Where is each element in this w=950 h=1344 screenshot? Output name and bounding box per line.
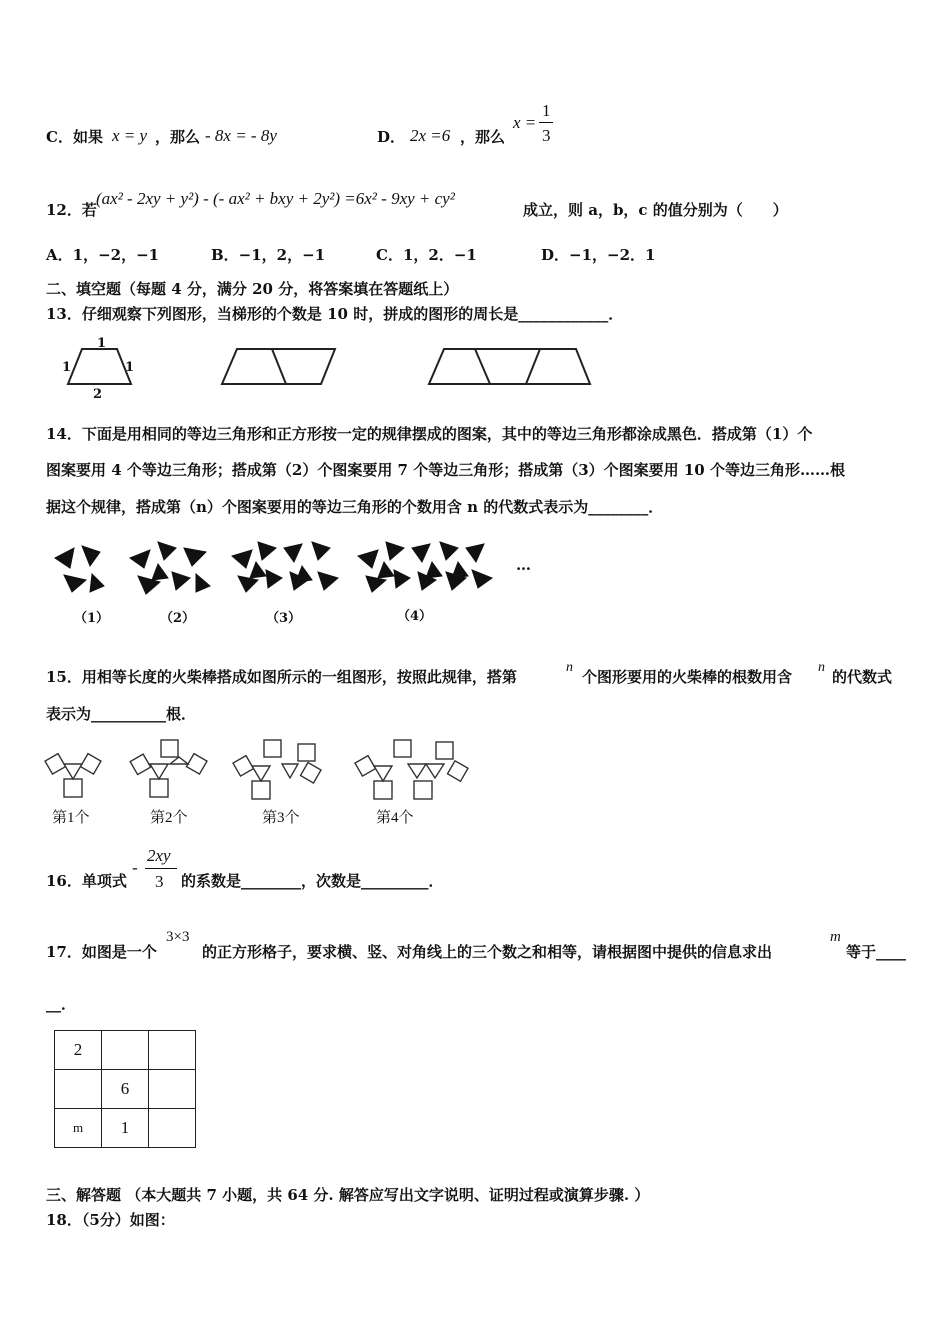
q13-label-top: 1 <box>97 336 107 351</box>
q11-option-d-math2: x = <box>513 113 537 132</box>
q15-line1-b: 个图形要用的火柴棒的根数用含 <box>582 668 793 686</box>
q16-prefix: 16．单项式 <box>46 872 127 890</box>
q13-label-bottom: 2 <box>93 387 103 402</box>
q11-option-c-math1: x = y <box>112 126 148 145</box>
grid-cell: 1 <box>102 1109 149 1148</box>
q17-size: 3×3 <box>166 929 190 945</box>
q14-line2: 图案要用 4 个等边三角形；搭成第（2）个图案要用 7 个等边三角形；搭成第（3）个图案要用 10 个等边三角形……根 <box>46 461 845 479</box>
grid-cell <box>149 1070 196 1109</box>
q17-line2: __． <box>46 995 77 1013</box>
q15-var-n-1: n <box>566 660 573 675</box>
q11-option-d-numerator: 1 <box>542 101 551 120</box>
q11-option-c-label: C．如果 <box>46 128 103 146</box>
grid-cell: 2 <box>55 1031 102 1070</box>
q12-expression: (ax² - 2xy + y²) - (- ax² + bxy + 2y²) =6x² - 9xy + cy² <box>96 189 455 208</box>
q16-sign: - <box>132 858 138 877</box>
q14-caption-1: （1） <box>74 611 110 626</box>
q12-option-d: D．−1，−2．1 <box>541 246 656 264</box>
q11-option-d-label: D． <box>377 128 406 146</box>
q12-prefix: 12．若 <box>46 201 97 219</box>
q14-caption-2: （2） <box>160 611 196 626</box>
q14-line3: 据这个规律，搭成第（n）个图案要用的等边三角形的个数用含 n 的代数式表示为________． <box>46 498 664 516</box>
q17-prefix: 17．如图是一个 <box>46 943 157 961</box>
grid-cell: m <box>55 1109 102 1148</box>
q16-denominator: 3 <box>155 872 164 891</box>
q13-label-right: 1 <box>125 360 135 375</box>
q14-caption-4: （4） <box>397 609 433 624</box>
grid-cell: 6 <box>102 1070 149 1109</box>
q17-magic-square-grid <box>54 1030 196 1148</box>
grid-cell <box>149 1031 196 1070</box>
grid-cell <box>55 1070 102 1109</box>
q12-option-b: B．−1，2，−1 <box>211 246 326 264</box>
q11-option-c-mid: ，那么 <box>155 128 201 146</box>
grid-cell <box>102 1031 149 1070</box>
q17-var-m: m <box>830 929 841 945</box>
q12-option-c: C．1，2．−1 <box>376 246 477 264</box>
q15-line2: 表示为__________根． <box>46 705 197 723</box>
q14-line1: 14．下面是用相同的等边三角形和正方形按一定的规律摆成的图案，其中的等边三角形都涂成黑色．搭成第（1）个 <box>46 425 813 443</box>
q12-option-a: A．1，−2，−1 <box>46 246 160 264</box>
grid-row <box>55 1031 196 1070</box>
q14-caption-3: （3） <box>266 611 302 626</box>
q16-numerator: 2xy <box>147 846 171 865</box>
q15-caption-2: 第2个 <box>150 810 188 826</box>
q14-ellipsis: … <box>516 556 531 574</box>
q16-suffix: 的系数是________，次数是_________． <box>181 872 444 890</box>
grid-cell <box>149 1109 196 1148</box>
q15-caption-4: 第4个 <box>376 810 414 826</box>
grid-row <box>55 1070 196 1109</box>
q15-line1-a: 15．用相等长度的火柴棒搭成如图所示的一组图形，按照此规律，搭第 <box>46 668 517 686</box>
q13-text: 13．仔细观察下列图形，当梯形的个数是 10 时，拼成的图形的周长是____________． <box>46 305 624 323</box>
q11-option-d-mid: ，那么 <box>460 128 506 146</box>
q11-option-d-math1: 2x =6 <box>410 126 451 145</box>
section3-title: 三、解答题 （本大题共 7 小题，共 64 分. 解答应写出文字说明、证明过程或演算步骤. ） <box>46 1186 650 1204</box>
q12-suffix: 成立，则 a，b，c 的值分别为（ ） <box>523 201 788 219</box>
grid-row <box>55 1109 196 1148</box>
q15-line1-c: 的代数式 <box>832 668 893 686</box>
q16-fraction-bar <box>145 868 177 869</box>
q15-caption-1: 第1个 <box>52 810 90 826</box>
q17-middle: 的正方形格子，要求横、竖、对角线上的三个数之和相等，请根据图中提供的信息求出 <box>202 943 773 961</box>
section2-title: 二、填空题（每题 4 分，满分 20 分，将答案填在答题纸上） <box>46 280 459 298</box>
q18-text: 18．（5分）如图： <box>46 1211 175 1229</box>
q13-label-left: 1 <box>62 360 72 375</box>
q11-option-c-math2: - 8x = - 8y <box>205 126 277 145</box>
q15-var-n-2: n <box>818 660 825 675</box>
q15-caption-3: 第3个 <box>262 810 300 826</box>
q17-suffix: 等于____ <box>846 943 907 961</box>
q11-option-d-denominator: 3 <box>542 126 551 145</box>
